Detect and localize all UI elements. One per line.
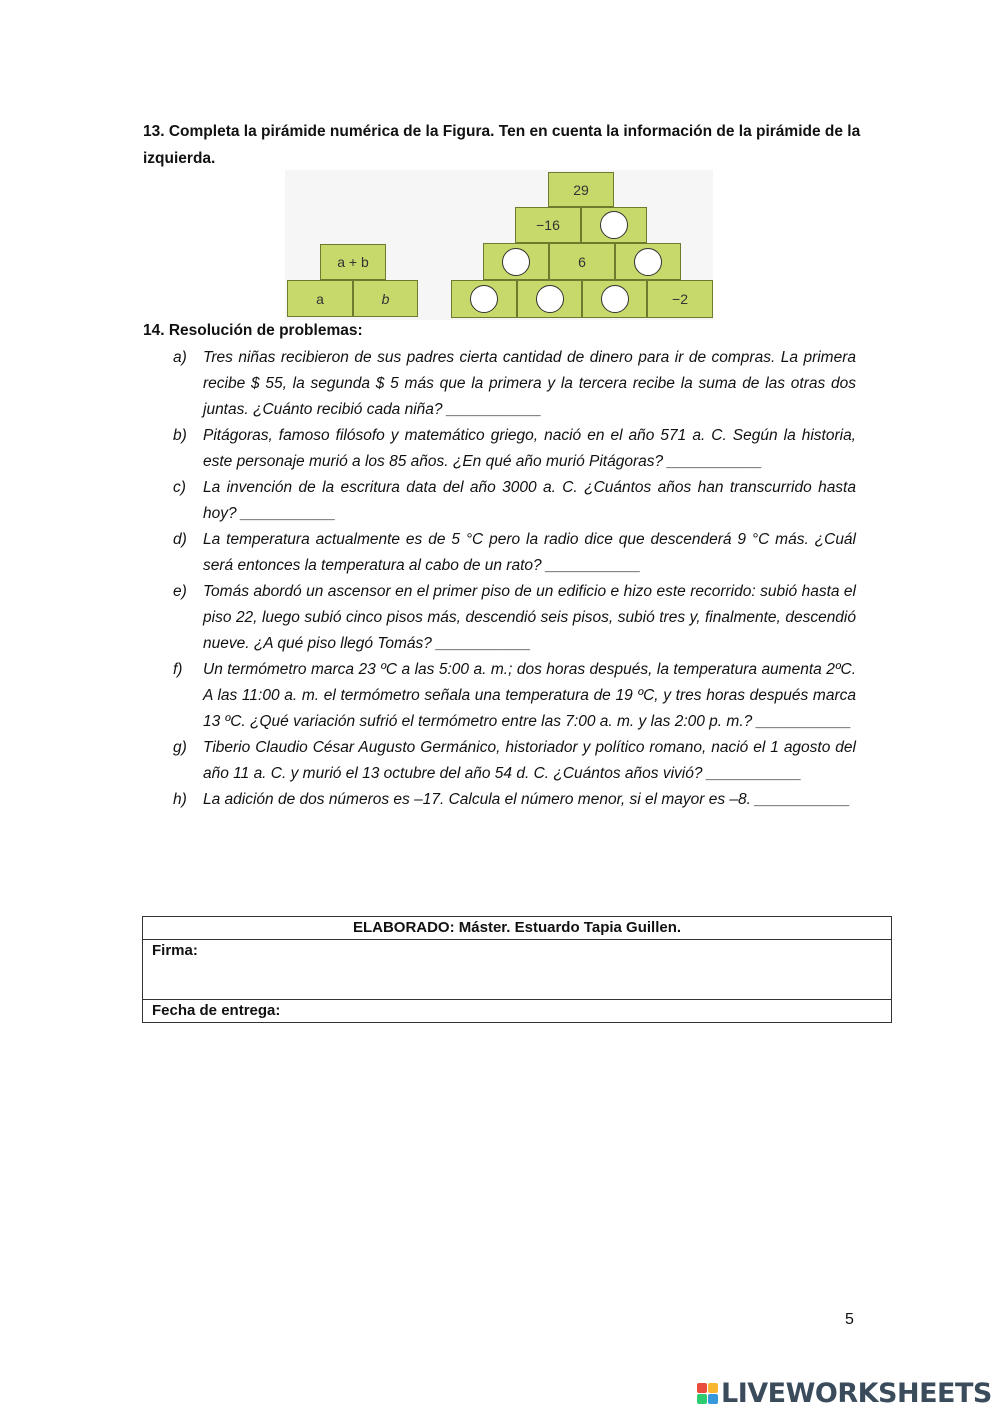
- signature-field[interactable]: [143, 940, 892, 1000]
- large-pyramid-row3-right-cell: [615, 243, 681, 280]
- blank-circle[interactable]: [536, 285, 564, 313]
- item-text: Pitágoras, famoso filósofo y matemático griego, nació en el año 571 a. C. Según la historia, este personaje murió a los 85 años. ¿En qué año murió Pitágoras? ___________: [203, 427, 856, 470]
- item-letter: f): [173, 661, 183, 678]
- due-date-label: Fecha de entrega:: [152, 1002, 281, 1019]
- large-pyramid-row4-cell-2: [517, 280, 582, 318]
- problem-list: [173, 345, 856, 813]
- item-letter: h): [173, 791, 187, 808]
- blank-circle[interactable]: [470, 285, 498, 313]
- item-text: La invención de la escritura data del año 3000 a. C. ¿Cuántos años han transcurrido hasta hoy? ___________: [203, 479, 856, 522]
- blank-circle[interactable]: [502, 248, 530, 276]
- item-letter: g): [173, 739, 187, 756]
- list-item: [173, 579, 856, 657]
- item-text: Tiberio Claudio César Augusto Germánico, historiador y político romano, nació el 1 agosto del año 11 a. C. y murió el 13 octubre del año 54 d. C. ¿Cuántos años vivió? ___________: [203, 739, 856, 782]
- due-date-field[interactable]: [143, 1000, 892, 1023]
- large-pyramid-row4-cell-3: [582, 280, 647, 318]
- item-text: La adición de dos números es –17. Calcula el número menor, si el mayor es –8. ___________: [203, 791, 851, 808]
- logo-text: LIVEWORKSHEETS: [721, 1377, 992, 1409]
- logo-mark-square: [708, 1383, 718, 1393]
- blank-circle[interactable]: [600, 211, 628, 239]
- page-number: 5: [845, 1311, 854, 1328]
- question-14-title: 14. Resolución de problemas:: [143, 322, 363, 339]
- item-letter: b): [173, 427, 187, 444]
- large-pyramid-row3-left-cell: [483, 243, 549, 280]
- item-text: Tres niñas recibieron de sus padres cierta cantidad de dinero para ir de compras. La primera recibe $ 55, la segunda $ 5 más que la primera y la tercera recibe la suma de las otras dos juntas. ¿Cuánto recibió cada niña? ___________: [203, 349, 856, 418]
- item-letter: e): [173, 583, 187, 600]
- logo-mark-square: [697, 1383, 707, 1393]
- list-item: [173, 657, 856, 735]
- signature-label: Firma:: [152, 942, 198, 959]
- liveworksheets-logo: [697, 1378, 992, 1408]
- list-item: [173, 475, 856, 527]
- logo-mark-square: [697, 1394, 707, 1404]
- signature-table: [142, 916, 892, 1023]
- list-item: [173, 787, 856, 813]
- large-pyramid-top-cell: 29: [548, 172, 614, 207]
- small-pyramid-cell-b: b: [353, 280, 418, 317]
- list-item: [173, 423, 856, 475]
- item-letter: a): [173, 349, 187, 366]
- item-text: Tomás abordó un ascensor en el primer piso de un edificio e hizo este recorrido: subió hasta el piso 22, luego subió cinco pisos más, descendió seis pisos, subió tres y, finalmente, descendió nueve. ¿A qué piso llegó Tomás? ___________: [203, 583, 856, 652]
- question-13-text: 13. Completa la pirámide numérica de la Figura. Ten en cuenta la información de la pirámide de la izquierda.: [143, 123, 861, 167]
- item-letter: c): [173, 479, 186, 496]
- item-text: La temperatura actualmente es de 5 °C pero la radio dice que descenderá 9 °C más. ¿Cuál será entonces la temperatura al cabo de un rato? ___________: [203, 531, 856, 574]
- logo-mark-icon: [697, 1383, 718, 1404]
- small-pyramid-top-cell: a + b: [320, 244, 386, 280]
- author-header: ELABORADO: Máster. Estuardo Tapia Guillen.: [143, 917, 892, 940]
- item-letter: d): [173, 531, 187, 548]
- logo-mark-square: [708, 1394, 718, 1404]
- list-item: [173, 345, 856, 423]
- large-pyramid-row4-cell-4: −2: [647, 280, 713, 318]
- pyramid-figure: [285, 170, 713, 320]
- large-pyramid-row3-middle-cell: 6: [549, 243, 615, 280]
- large-pyramid-row4-cell-1: [451, 280, 517, 318]
- large-pyramid-row2-left-cell: −16: [515, 207, 581, 243]
- small-pyramid-cell-a: a: [287, 280, 353, 317]
- list-item: [173, 735, 856, 787]
- large-pyramid-row2-right-cell: [581, 207, 647, 243]
- item-text: Un termómetro marca 23 ºC a las 5:00 a. m.; dos horas después, la temperatura aumenta 2ºC. A las 11:00 a. m. el termómetro señala una temperatura de 19 ºC, y tres horas después marca 13 ºC. ¿Qué variación sufrió el termómetro entre las 7:00 a. m. y las 2:00 p. m.? ___________: [203, 661, 856, 730]
- blank-circle[interactable]: [601, 285, 629, 313]
- list-item: [173, 527, 856, 579]
- blank-circle[interactable]: [634, 248, 662, 276]
